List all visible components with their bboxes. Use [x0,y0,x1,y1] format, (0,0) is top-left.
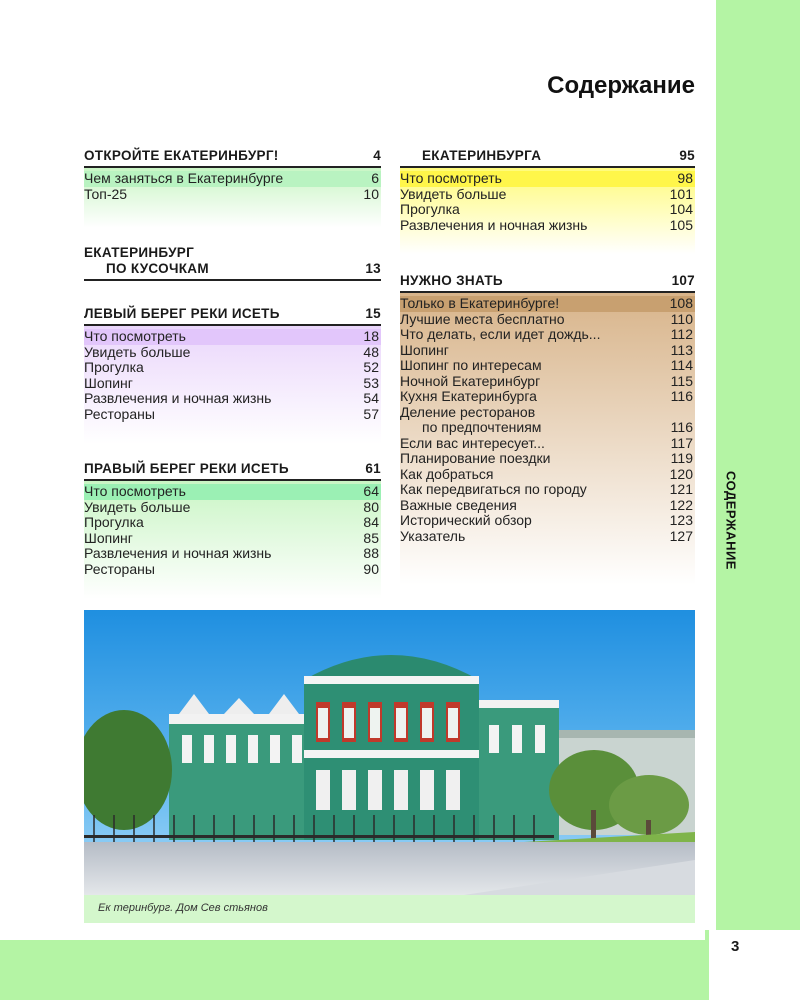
toc-section-pieces [84,245,381,281]
toc-entry[interactable]: Рестораны 57 [84,405,379,422]
toc-entry[interactable]: Шопинг 85 [84,529,379,546]
toc-entry[interactable]: по предпочтениям 116 [422,419,693,435]
section-header[interactable] [400,148,695,168]
toc-entry[interactable]: Развлечения и ночная жизнь 88 [84,545,379,561]
toc-entry[interactable]: Шопинг 53 [84,374,379,391]
toc-entry[interactable]: Чем заняться в Екатеринбурге 6 [84,170,379,186]
toc-entry[interactable]: Увидеть больше 101 [400,185,693,202]
toc-entry[interactable]: Как добраться 120 [400,465,693,482]
toc-entry[interactable]: Как передвигаться по городу 121 [400,481,693,497]
toc-section-right-bank [84,461,381,599]
section-page: 107 [671,273,695,288]
section-title: ЕКАТЕРИНБУРГА [422,148,542,163]
section-page: 15 [365,306,381,321]
toc-entry[interactable]: Прогулка 52 [84,359,379,375]
section-title-line1: ЕКАТЕРИНБУРГ [84,245,195,260]
toc-entry[interactable]: Рестораны 90 [84,560,379,577]
section-title-line2: ПО КУСОЧКАМ [106,261,209,276]
section-page: 13 [365,261,381,276]
toc-entry[interactable]: Планирование поездки 119 [400,450,693,466]
toc-section-ekaterinburg [400,148,695,254]
toc-entry[interactable]: Прогулка 104 [400,201,693,217]
section-header[interactable] [84,461,381,481]
section-page: 61 [365,461,381,476]
section-title: ОТКРОЙТЕ ЕКАТЕРИНБУРГ! [84,148,279,163]
section-header[interactable] [84,148,381,168]
section-header[interactable] [84,306,381,326]
toc-entry[interactable]: Указатель 127 [400,527,693,544]
toc-section-need-to-know [400,273,695,585]
sevastyanov-house-photo [84,610,695,895]
toc-entry[interactable]: Увидеть больше 80 [84,498,379,515]
photo-caption-bar [84,895,695,923]
toc-entry[interactable]: Лучшие места бесплатно 110 [400,310,693,327]
side-strip [716,0,800,930]
toc-entry[interactable]: Исторический обзор 123 [400,512,693,528]
section-title: ЛЕВЫЙ БЕРЕГ РЕКИ ИСЕТЬ [84,306,280,321]
toc-entry[interactable]: Если вас интересует... 117 [400,434,693,451]
toc-section-left-bank [84,306,381,444]
toc-entry[interactable]: Что посмотреть 18 [84,328,379,344]
toc-entry[interactable]: Ночной Екатеринбург 115 [400,372,693,389]
toc-entry[interactable]: Развлечения и ночная жизнь 54 [84,390,379,406]
toc-entry[interactable]: Кухня Екатеринбурга 116 [400,388,693,404]
toc-entry[interactable]: Что посмотреть 98 [400,170,693,186]
bottom-bar [0,940,705,1000]
section-title: НУЖНО ЗНАТЬ [400,273,503,288]
toc-entry[interactable]: Что делать, если идет дождь... 112 [400,326,693,342]
page-number: 3 [731,938,740,955]
toc-entry[interactable]: Только в Екатеринбурге! 108 [400,295,693,311]
toc-entry[interactable]: Топ-25 10 [84,185,379,202]
toc-entry[interactable]: Прогулка 84 [84,514,379,530]
photo-caption: Ек теринбург. Дом Сев стьянов [98,902,268,914]
section-header[interactable] [84,245,381,281]
section-page: 4 [373,148,381,163]
section-page: 95 [679,148,695,163]
side-section-label: СОДЕРЖАНИЕ [723,470,739,570]
toc-entry[interactable]: Важные сведения 122 [400,496,693,513]
page-title: Содержание [547,72,695,99]
toc-entry[interactable]: Развлечения и ночная жизнь 105 [400,216,693,233]
toc-entry[interactable]: Что посмотреть 64 [84,483,379,499]
toc-entry[interactable]: Шопинг по интересам 114 [400,357,693,373]
page-number-box [705,930,800,1000]
section-title: ПРАВЫЙ БЕРЕГ РЕКИ ИСЕТЬ [84,461,289,476]
toc-entry[interactable]: Увидеть больше 48 [84,343,379,360]
toc-entry[interactable]: Шопинг 113 [400,341,693,358]
section-header[interactable] [400,273,695,293]
toc-section-discover [84,148,381,228]
toc-entry[interactable]: Деление ресторанов [400,403,536,420]
